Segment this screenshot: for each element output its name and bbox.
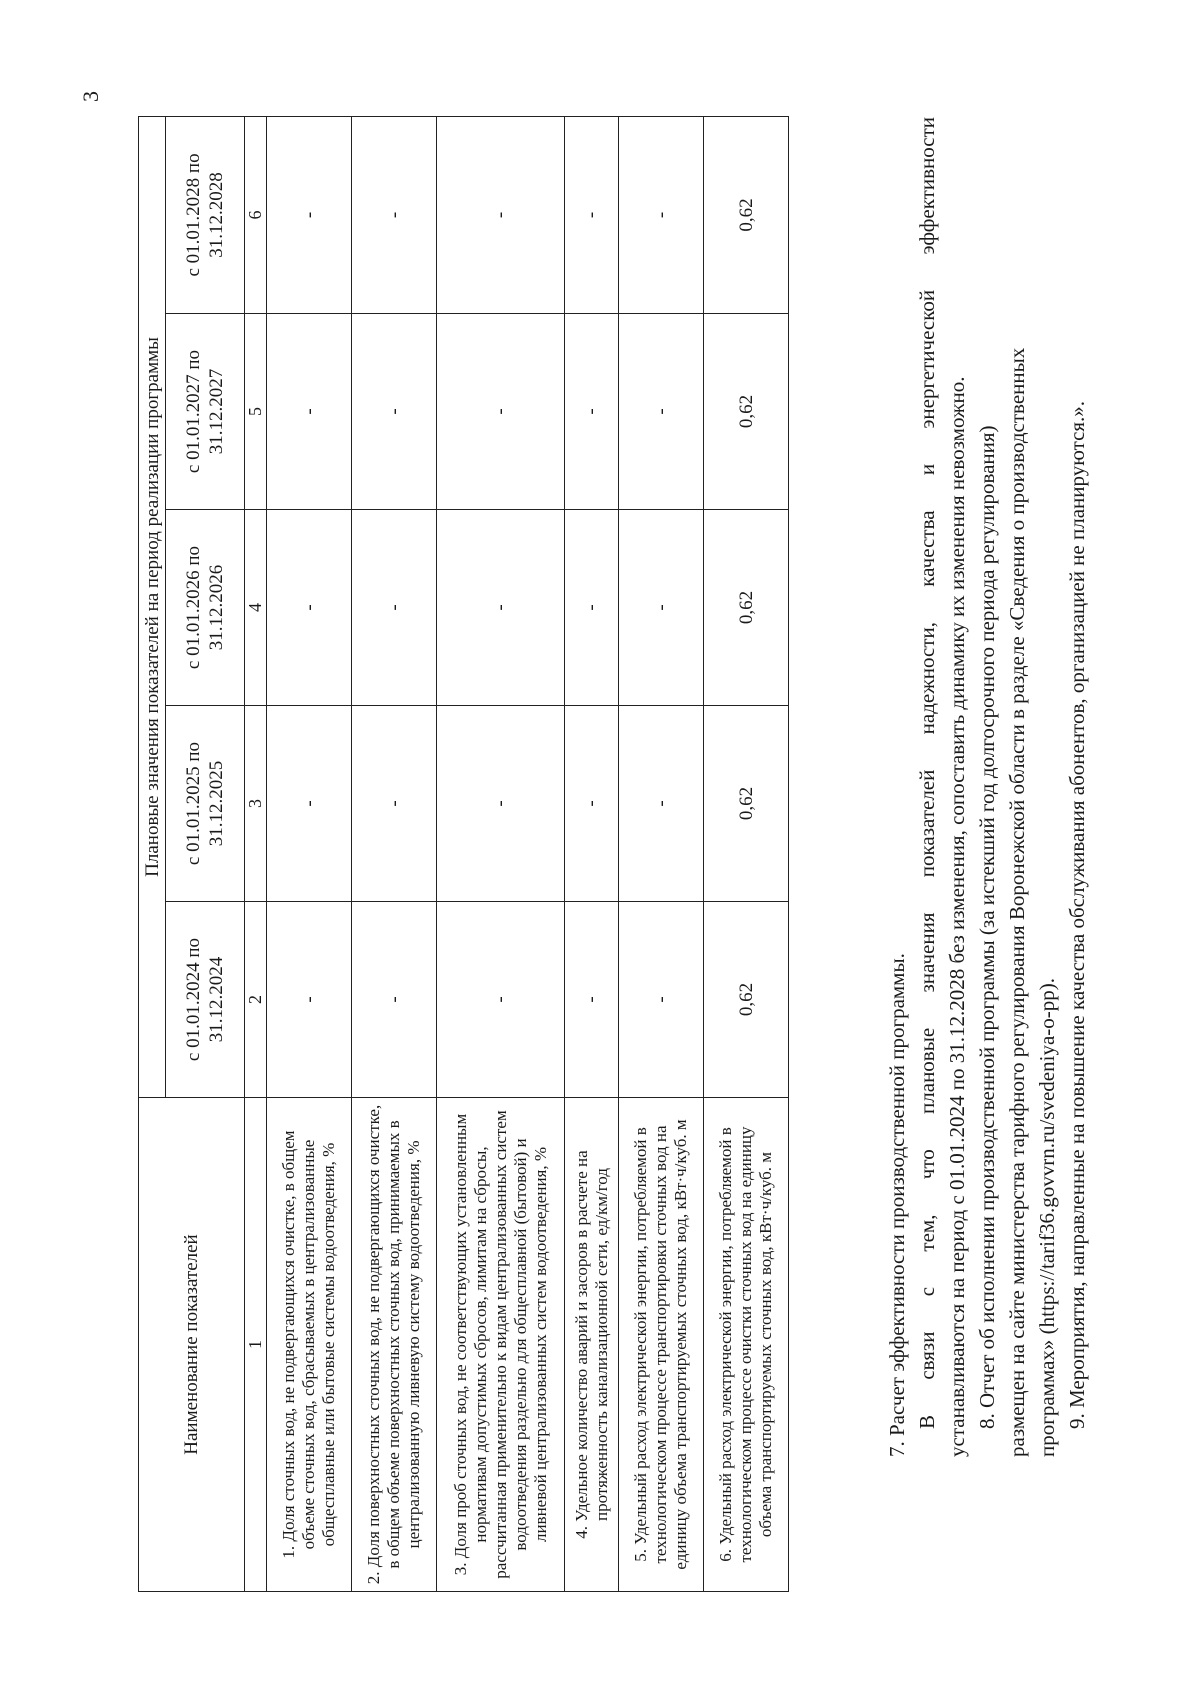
indicators-table (138, 116, 789, 1592)
notes-section (882, 117, 1092, 1457)
page-number: 3 (78, 91, 103, 102)
item-8-text-line: размещен на сайте министерства тарифного регулирования Воронежской области в разделе «Сведения о производственных (1005, 347, 1029, 1457)
indicator-value: - (437, 510, 565, 706)
indicator-value: - (352, 902, 437, 1098)
column-number-row (245, 116, 267, 1591)
indicator-value: - (267, 314, 352, 510)
indicator-name: 1. Доля сточных вод, не подвергающихся очистке, в общем объеме сточных вод, сбрасываемых в централизованные общесплавные или бытовые системы водоотведения, % (267, 1098, 352, 1592)
column-number: 4 (245, 510, 267, 706)
indicator-value: 0,62 (704, 706, 789, 902)
indicator-value: - (267, 902, 352, 1098)
indicator-value: - (352, 706, 437, 902)
indicator-value: - (352, 314, 437, 510)
table-row (437, 116, 565, 1591)
item-8-text-line: программах» (https://tarif36.govvrn.ru/svedeniya-o-pp). (1035, 977, 1059, 1457)
indicator-value: - (565, 706, 619, 902)
indicator-value: - (267, 116, 352, 313)
column-number: 3 (245, 706, 267, 902)
item-7-title: 7. Расчет эффективности производственной программы. (885, 953, 909, 1457)
indicator-value: - (619, 116, 704, 313)
name-column-header: Наименование показателей (139, 1098, 245, 1592)
period-header-cell: с 01.01.2027 по 31.12.2027 (166, 314, 245, 510)
period-header-cell: с 01.01.2028 по 31.12.2028 (166, 116, 245, 313)
table-row (619, 116, 704, 1591)
indicator-name: 4. Удельное количество аварий и засоров в расчете на протяженность канализационной сети, ед/км/год (565, 1098, 619, 1592)
indicator-value: - (619, 510, 704, 706)
indicator-name: 3. Доля проб сточных вод, не соответствующих установленным нормативам допустимых сбросов, лимитам на сбросы, рассчитанная применительно к видам централизованных систем водоотведения раздельно для общесплавной (бытовой) и ливневой централизованных систем водоотведения, % (437, 1098, 565, 1592)
column-number: 1 (245, 1098, 267, 1592)
indicator-value: 0,62 (704, 116, 789, 313)
period-header-cell: с 01.01.2025 по 31.12.2025 (166, 706, 245, 902)
indicator-value: - (565, 510, 619, 706)
indicator-value: - (619, 314, 704, 510)
table-row (565, 116, 619, 1591)
column-number: 2 (245, 902, 267, 1098)
column-number: 6 (245, 116, 267, 313)
indicator-value: - (437, 902, 565, 1098)
indicator-value: - (565, 902, 619, 1098)
indicator-value: 0,62 (704, 314, 789, 510)
period-header-cell: с 01.01.2026 по 31.12.2026 (166, 510, 245, 706)
table-row (267, 116, 352, 1591)
indicator-value: 0,62 (704, 510, 789, 706)
indicator-value: - (352, 116, 437, 313)
indicator-value: - (437, 314, 565, 510)
period-header-cell: с 01.01.2024 по 31.12.2024 (166, 902, 245, 1098)
item-7-text-line: устанавливаются на период с 01.01.2024 по 31.12.2028 без изменения, сопоставить динамику их изменения невозможно. (945, 376, 969, 1457)
column-number: 5 (245, 314, 267, 510)
item-7-text-line: В связи с тем, что плановые значения показателей надежности, качества и энергетической эффективности (915, 117, 939, 1429)
table-row (352, 116, 437, 1591)
indicator-value: - (565, 116, 619, 313)
indicator-value: - (267, 706, 352, 902)
indicator-value: - (619, 902, 704, 1098)
indicator-name: 6. Удельный расход электрической энергии, потребляемой в технологическом процессе очистки сточных вод на единицу объема транспортируемых сточных вод, кВт·ч/куб. м (704, 1098, 789, 1592)
item-9-text: 9. Мероприятия, направленные на повышение качества обслуживания абонентов, организацией не планируются.». (1065, 400, 1089, 1429)
item-8-text-line: 8. Отчет об исполнении производственной программы (за истекший год долгосрочного периода регулирования) (975, 425, 999, 1429)
indicator-name: 2. Доля поверхностных сточных вод, не подвергающихся очистке, в общем объеме поверхностных сточных вод, принимаемых в централизованную ливневую систему водоотведения, % (352, 1098, 437, 1592)
period-header: Плановые значения показателей на период реализации программы (139, 116, 166, 1097)
indicator-value: - (619, 706, 704, 902)
table-header-row (139, 116, 166, 1591)
table-row (704, 116, 789, 1591)
indicator-value: - (565, 314, 619, 510)
indicator-value: 0,62 (704, 902, 789, 1098)
indicator-value: - (437, 706, 565, 902)
indicator-value: - (267, 510, 352, 706)
indicator-value: - (437, 116, 565, 313)
indicator-name: 5. Удельный расход электрической энергии, потребляемой в технологическом процессе транспортировки сточных вод на единицу объема транспортируемых сточных вод, кВт·ч/куб. м (619, 1098, 704, 1592)
indicator-value: - (352, 510, 437, 706)
